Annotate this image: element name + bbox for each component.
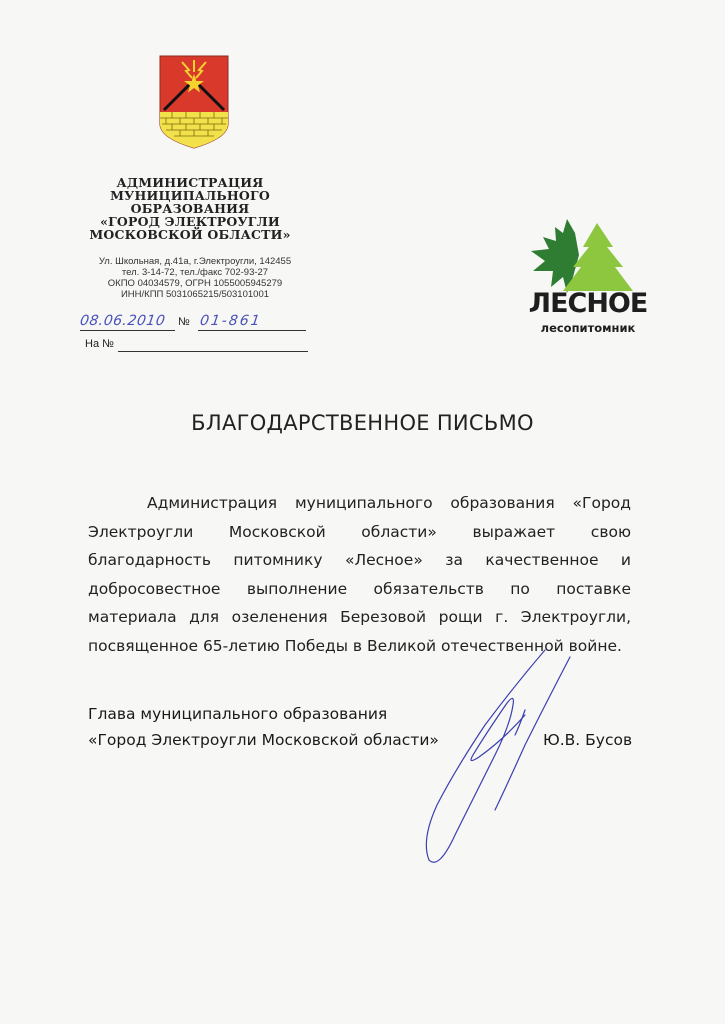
organization-address — [60, 256, 330, 300]
logo-subtitle: лесопитомник — [540, 321, 636, 335]
registration-number: 01-861 — [198, 313, 263, 329]
address-line: тел. 3-14-72, тел./факс 702-93-27 — [121, 267, 269, 278]
number-underline — [198, 330, 306, 331]
reference-line — [85, 338, 310, 354]
letter-body: Администрация муниципального образования «Город Электроугли Московской области» выражает свою благодарность питомнику «Лесное» за качественное и добросовестное выполнение обязательств по поставке материала для озеленения Березовой рощи г. Электроугли, посвященное 65-летию Победы в Великой отечественной войне. — [88, 494, 631, 655]
address-line: ИНН/КПП 5031065215/503101001 — [120, 289, 270, 300]
signatory-name: Ю.В. Бусов — [543, 731, 633, 749]
org-line: МУНИЦИПАЛЬНОГО — [110, 188, 270, 203]
document-title: БЛАГОДАРСТВЕННОЕ ПИСЬМО — [191, 411, 534, 435]
org-line: МОСКОВСКОЙ ОБЛАСТИ» — [89, 227, 291, 242]
registration-line — [80, 313, 310, 333]
signatory-title-line-2: «Город Электроугли Московской области» — [88, 731, 439, 749]
org-line: «ГОРОД ЭЛЕКТРОУГЛИ — [100, 214, 280, 229]
coat-of-arms-icon — [158, 54, 230, 150]
org-line: ОБРАЗОВАНИЯ — [130, 201, 250, 216]
registration-date: 08.06.2010 — [78, 313, 167, 329]
handwritten-signature — [415, 645, 585, 870]
address-line: Ул. Школьная, д.41а, г.Электроугли, 142455 — [98, 256, 292, 267]
org-line: АДМИНИСТРАЦИЯ — [116, 175, 264, 190]
organization-name — [60, 176, 320, 241]
date-underline — [80, 330, 175, 331]
reference-label: На № — [85, 338, 114, 350]
registration-number-label: № — [178, 316, 190, 328]
reference-underline — [118, 351, 308, 352]
signatory-title-line-1: Глава муниципального образования — [88, 705, 388, 723]
logo-title: ЛЕСНОЕ — [528, 288, 648, 319]
address-line: ОКПО 04034579, ОГРН 1055005945279 — [107, 278, 283, 289]
